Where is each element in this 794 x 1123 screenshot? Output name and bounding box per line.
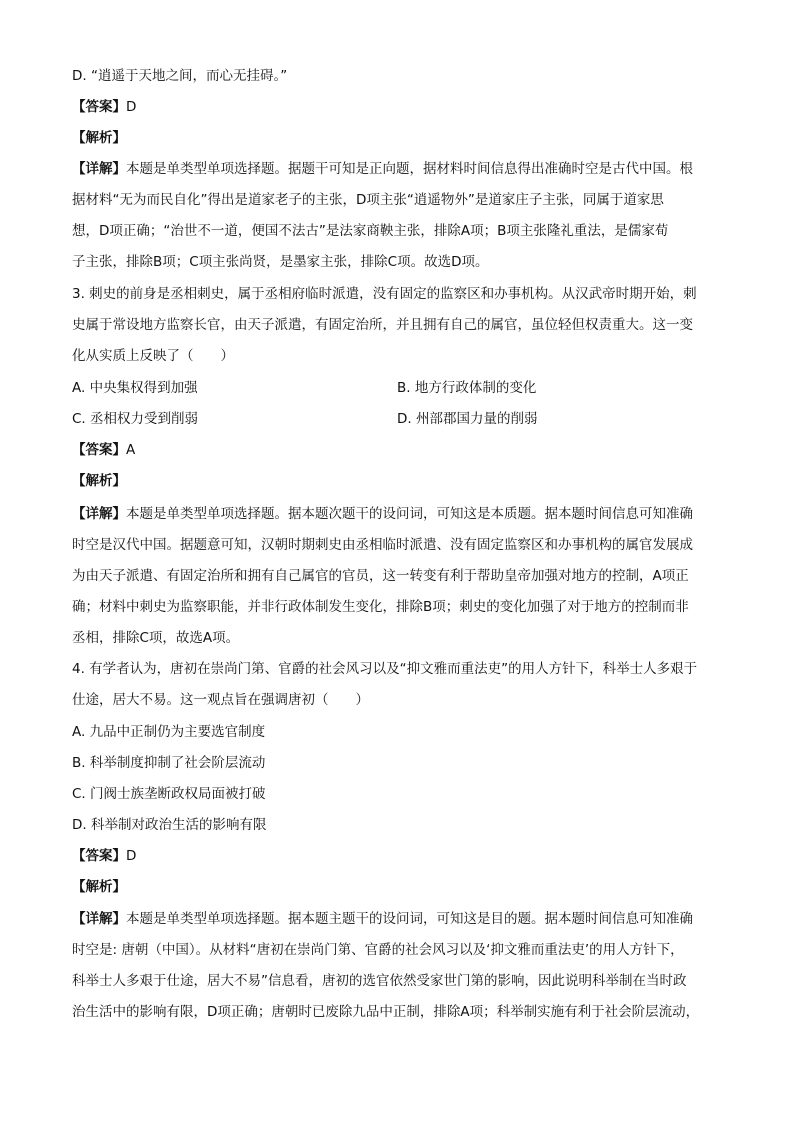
q2-option-d: D. “逍遥于天地之间，而心无挂碍。” xyxy=(72,68,288,84)
q3-stem-line: 3. 刺史的前身是丞相刺史，属于丞相府临时派遣，没有固定的监察区和办事机构。从汉武帝时期开始，刺 xyxy=(72,286,697,302)
q3-stem-line: 化从实质上反映了（ ） xyxy=(72,348,234,364)
detail-text: 本题是单类型单项选择题。据本题次题干的设问词，可知这是本质题。据本题时间信息可知准确 xyxy=(126,506,693,522)
q3-detail-line: 时空是汉代中国。据题意可知，汉朝时期刺史由丞相临时派遣、没有固定监察区和办事机构的属官发展成 xyxy=(72,537,693,553)
q4-detail-line: 时空是: 唐朝（中国）。从材料“唐初在崇尚门第、官爵的社会风习以及‘抑文雅而重法吏’的用人方针下， xyxy=(72,942,684,958)
q3-detail-line: 丞相，排除C项，故选A项。 xyxy=(72,630,240,646)
q4-option-a: A. 九品中正制仍为主要选官制度 xyxy=(72,724,266,740)
q3-option-c: C. 丞相权力受到削弱 xyxy=(72,411,199,427)
q3-answer xyxy=(72,440,732,460)
q3-option-b: B. 地方行政体制的变化 xyxy=(397,380,537,396)
detail-text: 本题是单类型单项选择题。据本题主题干的设问词，可知这是目的题。据本题时间信息可知准确 xyxy=(126,911,693,927)
q4-detail-line xyxy=(72,909,732,929)
answer-value: D xyxy=(126,99,137,115)
q4-option-d: D. 科举制对政治生活的影响有限 xyxy=(72,817,267,833)
detail-label: 【详解】 xyxy=(72,506,126,522)
q3-option-d: D. 州部郡国力量的削弱 xyxy=(397,411,538,427)
q4-answer xyxy=(72,846,732,866)
q4-stem-line: 4. 有学者认为，唐初在崇尚门第、官爵的社会风习以及“抑文雅而重法吏”的用人方针下，科举士人多艰于 xyxy=(72,661,698,677)
q3-detail-line: 为由天子派遣、有固定治所和拥有自己属官的官员，这一转变有利于帮助皇帝加强对地方的控制，A项正 xyxy=(72,568,689,584)
q2-analysis-label: 【解析】 xyxy=(72,130,126,146)
answer-label: 【答案】 xyxy=(72,848,126,864)
q4-detail-line: 治生活中的影响有限，D项正确；唐朝时已废除九品中正制，排除A项；科举制实施有利于社会阶层流动， xyxy=(72,1004,700,1020)
q3-stem-line: 史属于常设地方监察长官，由天子派遣，有固定治所，并且拥有自己的属官，虽位轻但权责重大。这一变 xyxy=(72,317,693,333)
q3-detail-line: 确；材料中刺史为监察职能，并非行政体制发生变化，排除B项；刺史的变化加强了对于地方的控制而非 xyxy=(72,599,689,615)
q3-detail-line xyxy=(72,504,732,524)
answer-label: 【答案】 xyxy=(72,442,126,458)
q4-option-b: B. 科举制度抑制了社会阶层流动 xyxy=(72,755,266,771)
q4-stem-line: 仕途，居大不易。这一观点旨在强调唐初（ ） xyxy=(72,692,369,708)
q3-analysis-label: 【解析】 xyxy=(72,473,126,489)
detail-label: 【详解】 xyxy=(72,911,126,927)
answer-value: A xyxy=(126,442,136,458)
answer-label: 【答案】 xyxy=(72,99,126,115)
detail-label: 【详解】 xyxy=(72,161,126,177)
q4-analysis-label: 【解析】 xyxy=(72,879,126,895)
q4-option-c: C. 门阀士族垄断政权局面被打破 xyxy=(72,786,266,802)
detail-text: 本题是单类型单项选择题。据题干可知是正向题，据材料时间信息得出准确时空是古代中国。根 xyxy=(126,161,693,177)
q2-detail-line: 想，D项正确；“治世不一道，便国不法古”是法家商鞅主张，排除A项；B项主张隆礼重法，是儒家荀 xyxy=(72,223,669,239)
answer-value: D xyxy=(126,848,137,864)
q4-detail-line: 科举士人多艰于仕途，居大不易”信息看，唐初的选官依然受家世门第的影响，因此说明科举制在当时政 xyxy=(72,973,687,989)
q2-detail-line xyxy=(72,159,732,179)
q2-answer xyxy=(72,97,732,117)
q2-detail-line: 据材料“无为而民自化”得出是道家老子的主张，D项主张“逍遥物外”是道家庄子主张，同属于道家思 xyxy=(72,192,664,208)
q3-option-a: A. 中央集权得到加强 xyxy=(72,380,198,396)
q2-detail-line: 子主张，排除B项；C项主张尚贤，是墨家主张，排除C项。故选D项。 xyxy=(72,254,489,270)
